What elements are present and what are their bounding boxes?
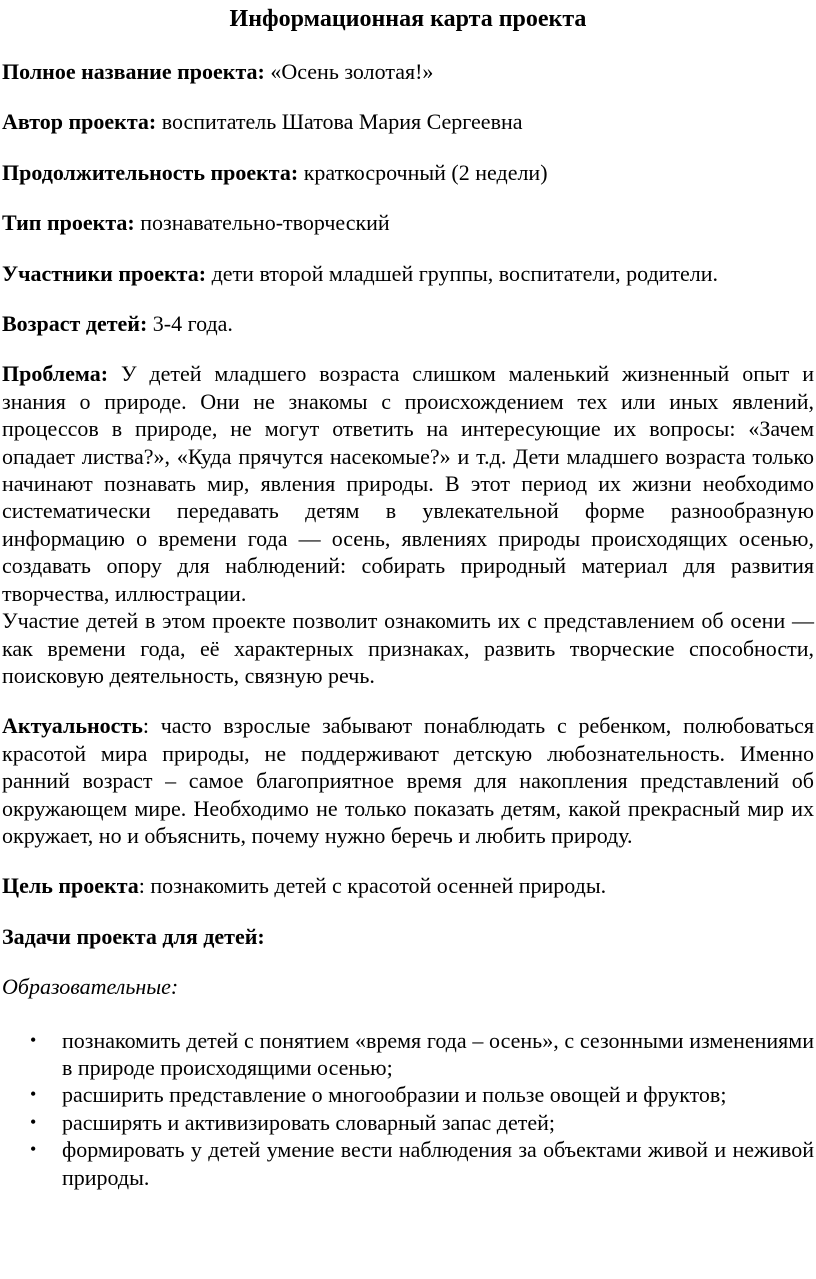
list-item bbox=[30, 1081, 814, 1108]
field-value: познавательно-творческий bbox=[134, 210, 390, 236]
field-value: : познакомить детей с красотой осенней природы. bbox=[138, 873, 607, 899]
field-value: дети второй младшей группы, воспитатели, родители. bbox=[206, 260, 719, 286]
list-item-text: познакомить детей с понятием «время года – осень», с сезонными изменениями в природе происходящими осенью; bbox=[62, 1027, 814, 1080]
field-author bbox=[2, 108, 814, 135]
field-value: краткосрочный (2 недели) bbox=[298, 159, 548, 185]
field-label: Полное название проекта: bbox=[2, 59, 265, 84]
list-item bbox=[30, 1027, 814, 1082]
tasks-subheading: Образовательные: bbox=[2, 974, 179, 1000]
field-value: воспитатель Шатова Мария Сергеевна bbox=[156, 109, 523, 135]
field-label: Продолжительность проекта: bbox=[2, 159, 299, 185]
field-full-name bbox=[2, 58, 814, 85]
field-participants bbox=[2, 260, 814, 287]
field-age bbox=[2, 310, 814, 337]
field-label: Участники проекта: bbox=[2, 260, 207, 286]
bullet-icon: • bbox=[30, 1111, 37, 1132]
field-label: Автор проекта: bbox=[2, 109, 157, 135]
document-page bbox=[2, 0, 814, 1191]
field-relevance bbox=[2, 712, 814, 849]
document-title: Информационная карта проекта bbox=[229, 6, 587, 32]
field-goal bbox=[2, 872, 814, 899]
bullet-icon: • bbox=[30, 1029, 37, 1050]
field-duration bbox=[2, 159, 814, 186]
field-label: Возраст детей: bbox=[2, 311, 148, 337]
list-item bbox=[30, 1136, 814, 1191]
field-type bbox=[2, 209, 814, 236]
field-value: : часто взрослые забывают понаблюдать с ребенком, полюбоваться красотой мира природы, не поддерживают детскую любознательность. Именно ранний возраст – самое благоприятное время для накопления представлений об окружающем мире. Необходимо не только показать детям, какой прекрасный мир их окружает, но и объяснить, почему нужно беречь и любить природу. bbox=[2, 713, 814, 848]
bullet-icon: • bbox=[30, 1139, 37, 1160]
bullet-icon: • bbox=[30, 1084, 37, 1105]
tasks-heading: Задачи проекта для детей: bbox=[2, 923, 265, 949]
field-problem bbox=[2, 360, 814, 607]
list-item bbox=[30, 1109, 814, 1136]
field-label: Актуальность bbox=[2, 713, 143, 739]
list-item-text: формировать у детей умение вести наблюдения за объектами живой и неживой природы. bbox=[62, 1137, 814, 1190]
list-item-text: расширять и активизировать словарный запас детей; bbox=[62, 1109, 556, 1135]
field-label: Тип проекта: bbox=[2, 210, 135, 236]
tasks-list bbox=[2, 1027, 814, 1191]
field-label: Цель проекта bbox=[2, 873, 139, 899]
field-label: Проблема: bbox=[2, 361, 109, 387]
field-value: «Осень золотая!» bbox=[264, 59, 434, 84]
list-item-text: расширить представление о многообразии и пользе овощей и фруктов; bbox=[62, 1082, 727, 1108]
field-problem-continued: Участие детей в этом проекте позволит ознакомить их с представлением об осени — как времени года, её характерных признаках, развить творческие способности, поисковую деятельность, связную речь. bbox=[2, 608, 814, 688]
field-value: У детей младшего возраста слишком маленький жизненный опыт и знания о природе. Они не знакомы с происхождением тех или иных явлений, процессов в природе, не могут ответить на интересующие их вопросы: «Зачем опадает листва?», «Куда прячутся насекомые?» и т.д. Дети младшего возраста только начинают познавать мир, явления природы. В этот период их жизни необходимо систематически передавать детям в увлекательной форме разнообразную информацию о времени года — осень, явлениях природы происходящих осенью, создавать опору для наблюдений: собирать природный материал для развития творчества, иллюстрации. bbox=[2, 361, 814, 606]
field-value: 3-4 года. bbox=[147, 311, 233, 337]
